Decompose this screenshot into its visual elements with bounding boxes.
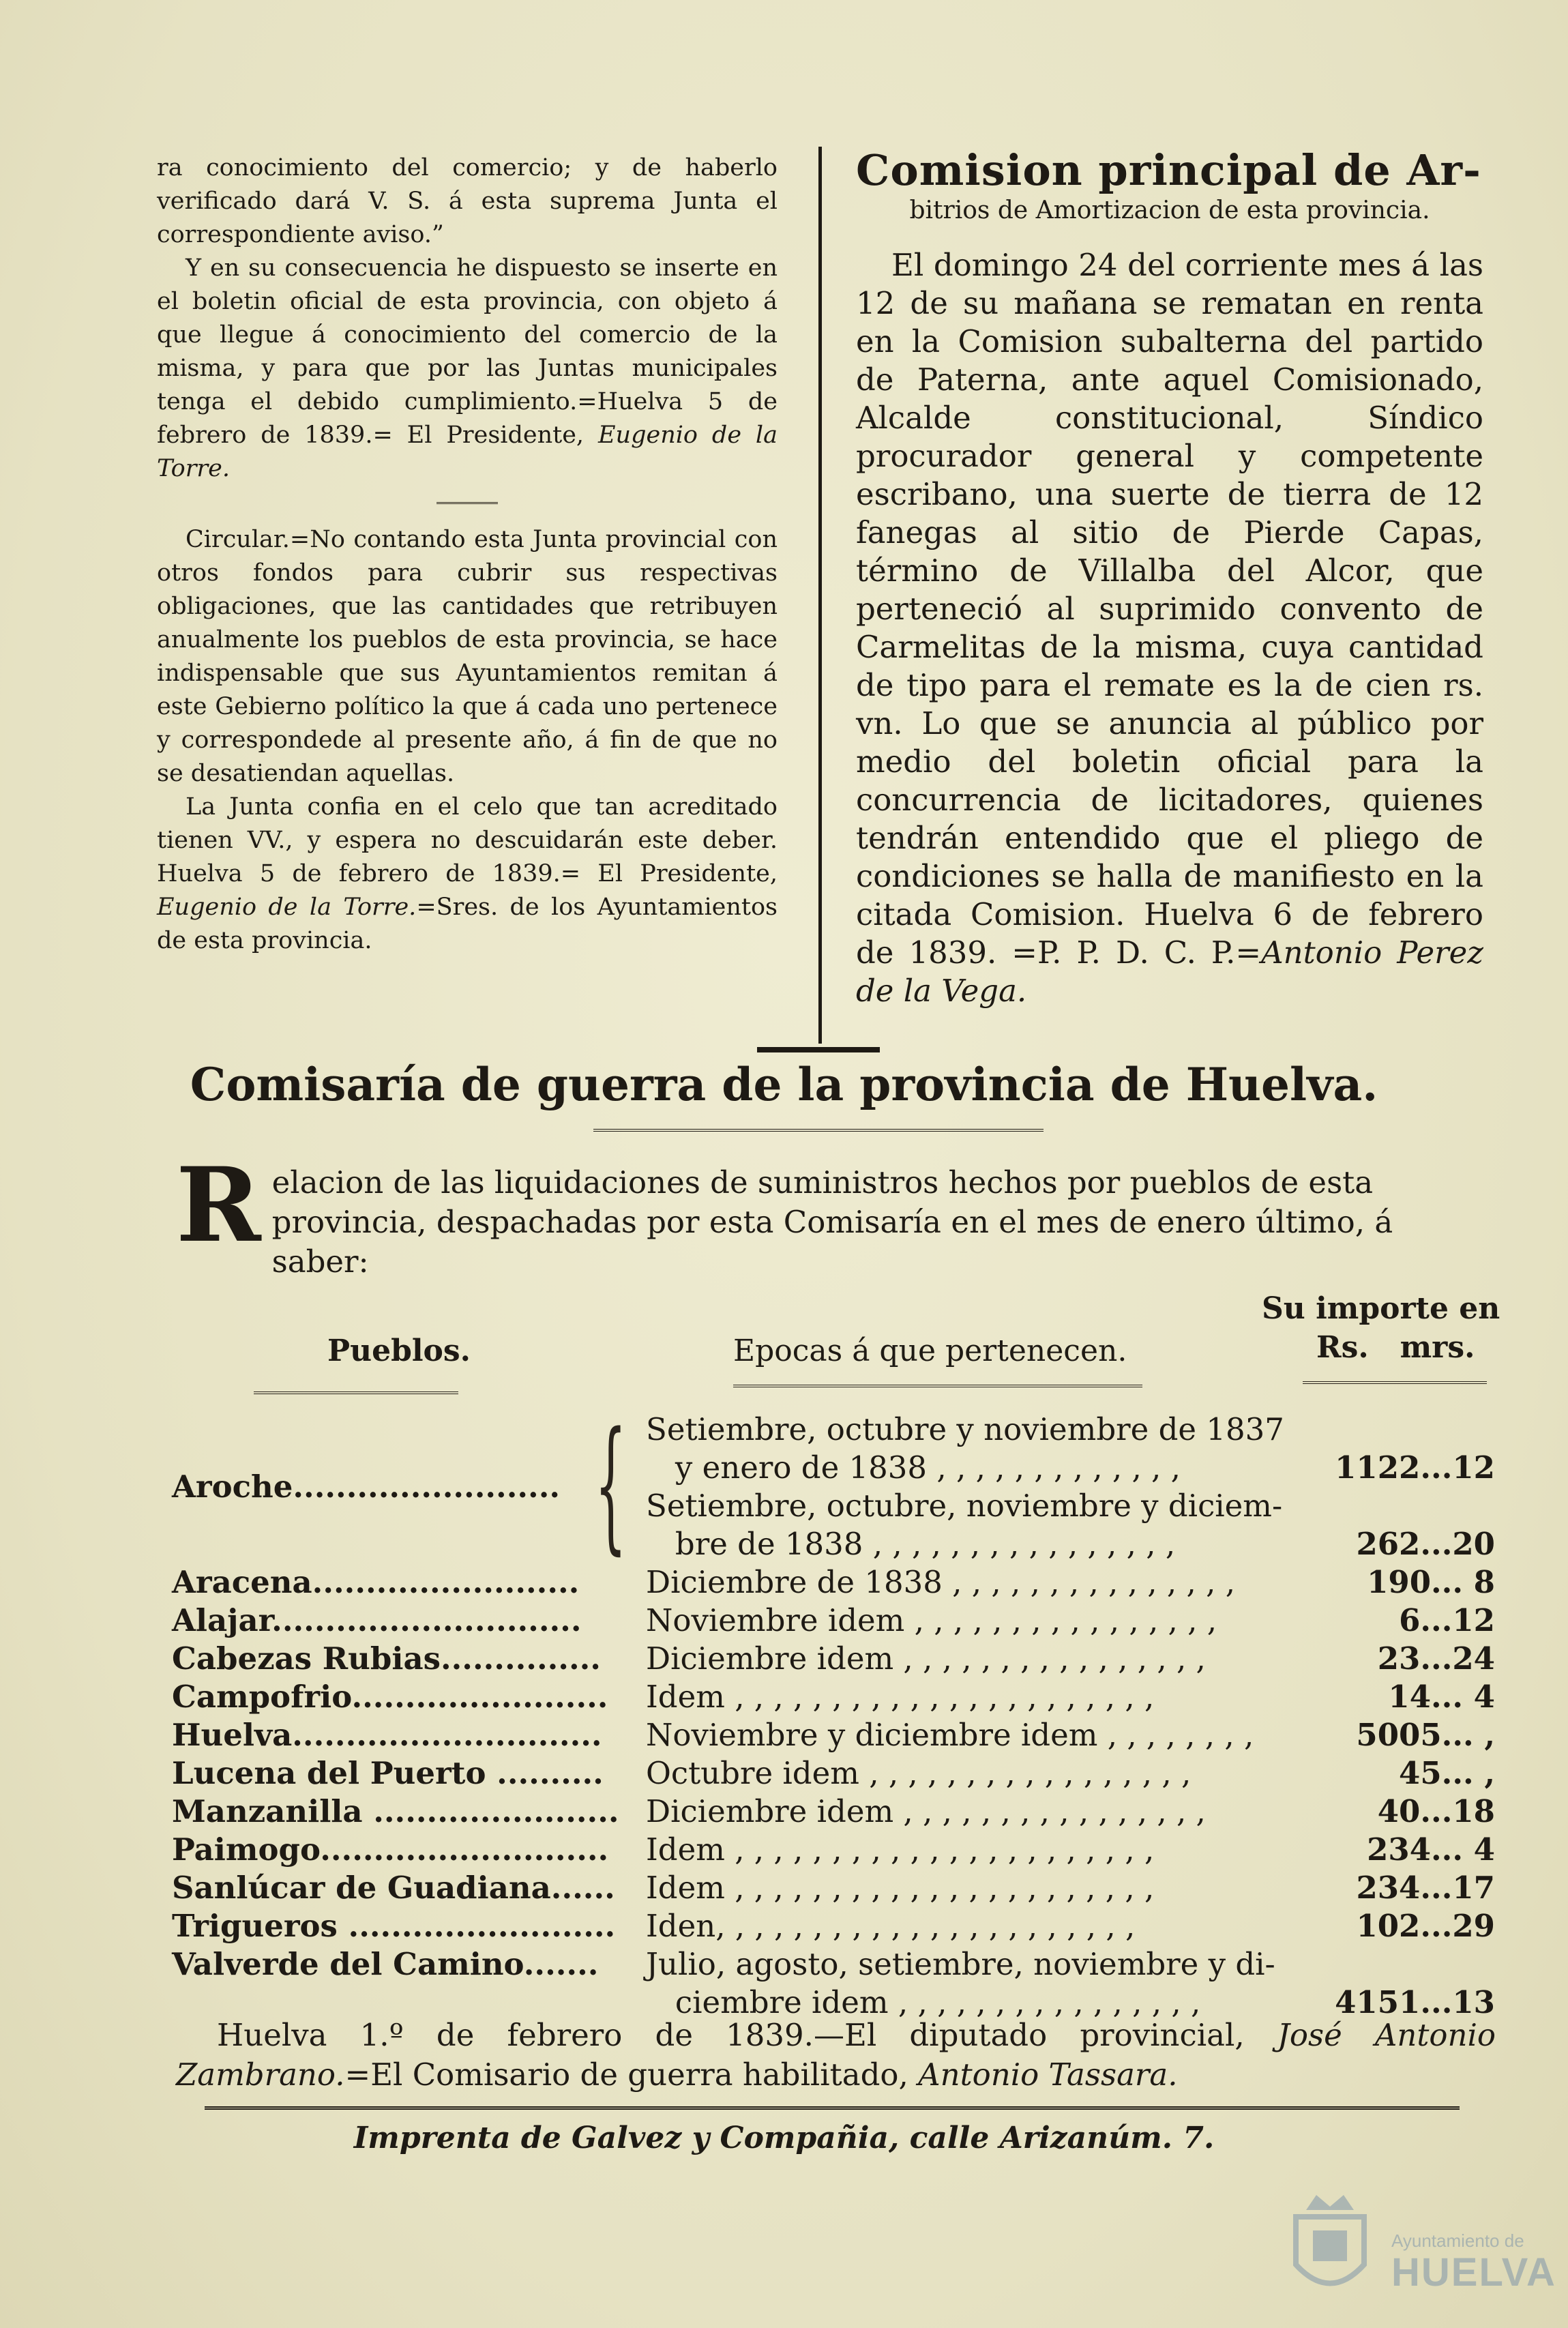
brace: { bbox=[595, 1401, 627, 1568]
signer-name: José Antonio Zambrano. bbox=[176, 2017, 1496, 2093]
table-row: Setiembre, octubre y noviembre de 1837 bbox=[646, 1411, 1284, 1447]
header-pueblos: Pueblos. bbox=[327, 1334, 471, 1368]
table-row: Aracena......................... Diciembre de 1838 , , , , , , , , , , , , , , , 190... 8 bbox=[172, 1564, 1495, 1600]
header-importe-1: Su importe en bbox=[1262, 1291, 1500, 1326]
supplies-table bbox=[172, 1401, 1495, 2022]
closing-rule bbox=[205, 2106, 1460, 2110]
left-column bbox=[157, 151, 778, 958]
header-rule bbox=[733, 1385, 1142, 1387]
table-row: Trigueros ......................... Iden, , , , , , , , , , , , , , , , , , , , , , 102...29 bbox=[172, 1908, 1495, 1944]
table-row: Manzanilla ....................... Diciembre idem , , , , , , , , , , , , , , , , 40...18 bbox=[172, 1793, 1495, 1829]
header-importe-2: Rs. mrs. bbox=[1316, 1330, 1475, 1365]
notice-title: Comision principal de Ar- bbox=[856, 145, 1481, 195]
notice-body: El domingo 24 del corriente mes á las 12 de su mañana se rematan en renta en la Comision subalterna del partido de Paterna, ante aquel Comisionado, Alcalde constitucional, Síndico procurador general y competente escribano, una suerte de tierra de 12 fanegas al sitio de Pierde Capas, término de Villalba del Alcor, que perteneció al suprimido convento de Carmelitas de la misma, cuya cantidad de tipo para el remate es la de cien rs. vn. Lo que se anuncia al público por medio del boletin oficial para la concurrencia de licitadores, quienes tendrán entendido que el pliego de condiciones se halla de manifiesto en la citada Comision. Huelva 6 de febrero de 1839. =P. P. D. C. P.=Antonio Perez de la Vega. bbox=[856, 247, 1483, 1009]
title-underline bbox=[593, 1129, 1044, 1132]
coat-of-arms-icon bbox=[1282, 2190, 1378, 2305]
table-row: ciembre idem , , , , , , , , , , , , , , , , 4151...13 bbox=[646, 1984, 1495, 2020]
table-row: Lucena del Puerto .......... Octubre idem , , , , , , , , , , , , , , , , , 45... , bbox=[172, 1755, 1495, 1791]
table-row: Cabezas Rubias............... Diciembre idem , , , , , , , , , , , , , , , , 23...24 bbox=[172, 1640, 1495, 1677]
table-row: Paimogo........................... Idem , , , , , , , , , , , , , , , , , , , , , , 234... 4 bbox=[172, 1831, 1495, 1868]
watermark-line-2: HUELVA bbox=[1391, 2250, 1556, 2295]
right-column bbox=[856, 147, 1483, 1010]
drop-cap: R bbox=[176, 1145, 261, 1265]
table-row: Campofrio........................ Idem , , , , , , , , , , , , , , , , , , , , , , 14... 4 bbox=[172, 1679, 1495, 1715]
signer-name: Antonio Tassara. bbox=[918, 2057, 1178, 2093]
printer-imprint: Imprenta de Galvez y Compañia, calle Arizanúm. 7. bbox=[353, 2121, 1215, 2155]
section-title: Comisaría de guerra de la provincia de Huelva. bbox=[190, 1058, 1378, 1111]
separator bbox=[437, 502, 498, 504]
left-paragraph-1: ra conocimiento del comercio; y de haberlo verificado dará V. S. á esta suprema Junta el correspondiente aviso.” bbox=[157, 154, 778, 248]
archive-watermark bbox=[1282, 2190, 1556, 2319]
table-row: y enero de 1838 , , , , , , , , , , , , , 1122...12 bbox=[646, 1449, 1495, 1486]
signer-name: Eugenio de la Torre. bbox=[157, 894, 417, 921]
column-divider bbox=[818, 147, 822, 1044]
left-paragraph-2: Y en su consecuencia he dispuesto se inserte en el boletin oficial de esta provincia, con objeto á que llegue á conocimiento del comercio de la misma, y para que por las Juntas municipales tenga el debido cumplimiento.=Huelva 5 de febrero de 1839.= El Presidente, Eugenio de la Torre. bbox=[157, 254, 778, 482]
watermark-line-1: Ayuntamiento de bbox=[1391, 2230, 1524, 2251]
table-row: Alajar............................. Noviembre idem , , , , , , , , , , , , , , , , 6...12 bbox=[172, 1602, 1495, 1638]
section-intro: R elacion de las liquidaciones de suministros hechos por pueblos de esta provincia, despachadas por esta Comisaría en el mes de enero último, á saber: bbox=[176, 1145, 1393, 1280]
header-rule bbox=[1303, 1381, 1487, 1384]
table-row: Sanlúcar de Guadiana...... Idem , , , , , , , , , , , , , , , , , , , , , , 234...17 bbox=[172, 1870, 1495, 1906]
table-row: bre de 1838 , , , , , , , , , , , , , , , , 262...20 bbox=[646, 1526, 1495, 1562]
notice-subtitle: bitrios de Amortizacion de esta provincia. bbox=[909, 196, 1430, 224]
table-row: Valverde del Camino....... Julio, agosto, setiembre, noviembre y di- bbox=[172, 1946, 1275, 1982]
signer-name: Eugenio de la Torre. bbox=[157, 422, 778, 482]
table-row: Huelva............................. Noviembre y diciembre idem , , , , , , , , 5005... , bbox=[172, 1717, 1495, 1753]
left-paragraph-4: La Junta confia en el celo que tan acreditado tienen VV., y espera no descuidarán este deber. Huelva 5 de febrero de 1839.= El Presidente, Eugenio de la Torre.=Sres. de los Ayuntamientos de esta provincia. bbox=[157, 793, 778, 954]
closing-paragraph: Huelva 1.º de febrero de 1839.—El diputado provincial, José Antonio Zambrano.=El Comisario de guerra habilitado, Antonio Tassara. bbox=[176, 2017, 1496, 2093]
header-rule bbox=[254, 1391, 458, 1394]
signer-name: Antonio Perez de la Vega. bbox=[856, 934, 1483, 1009]
table-row: Setiembre, octubre, noviembre y diciem- bbox=[646, 1488, 1283, 1524]
section-rule bbox=[757, 1047, 880, 1052]
left-paragraph-3: Circular.=No contando esta Junta provincial con otros fondos para cubrir sus respectivas obligaciones, que las cantidades que retribuyen anualmente los pueblos de esta provincia, se hace indispensable que sus Ayuntamientos remitan á este Gebierno político la que á cada uno pertenece y correspondede al presente año, á fin de que no se desatiendan aquellas. bbox=[157, 526, 778, 787]
header-epocas: Epocas á que pertenecen. bbox=[733, 1334, 1127, 1368]
table-row-group bbox=[172, 1401, 1495, 1568]
row-pueblo: Aroche......................... bbox=[172, 1469, 561, 1505]
